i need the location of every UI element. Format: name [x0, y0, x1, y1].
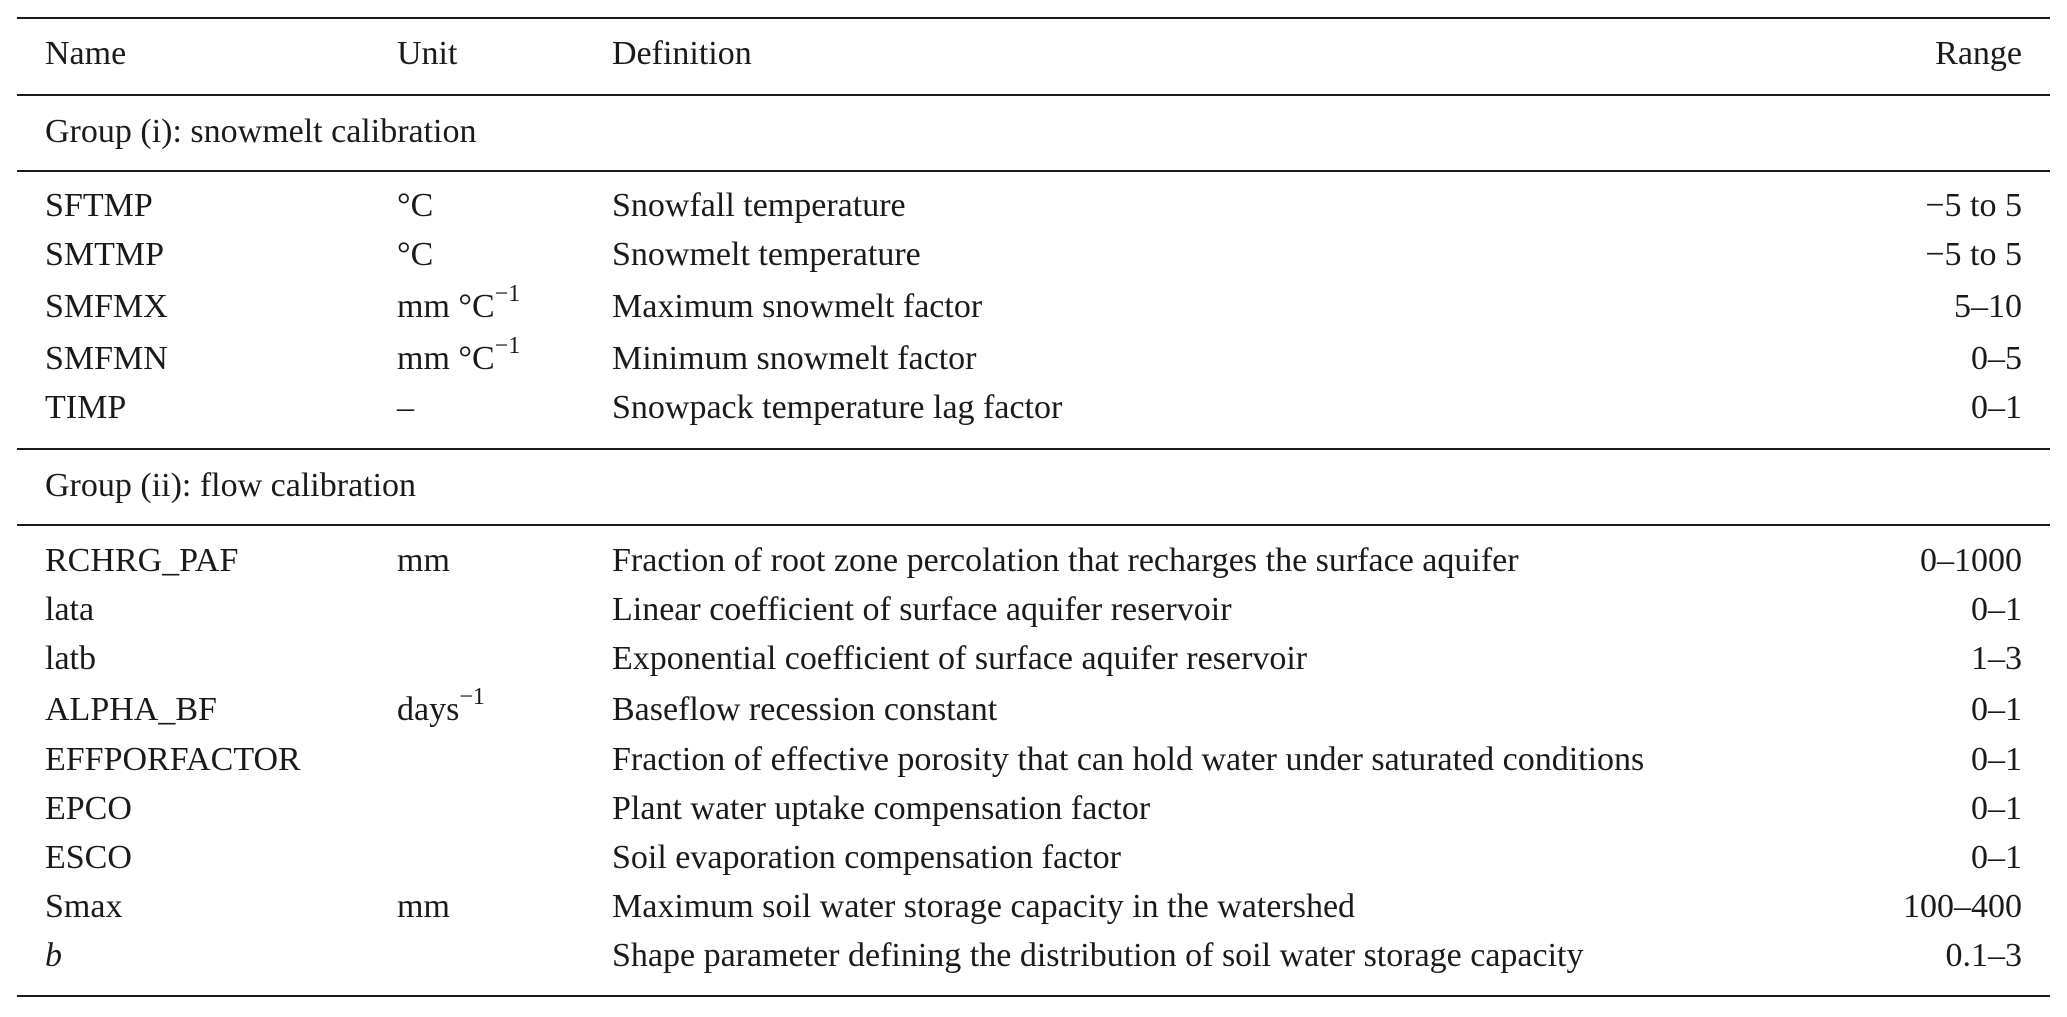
header-rule [17, 94, 2050, 96]
param-range: 0–1 [1971, 790, 2022, 827]
param-name: EPCO [45, 790, 132, 827]
bottom-rule [17, 995, 2050, 997]
param-definition: Linear coefficient of surface aquifer reservoir [612, 591, 1232, 628]
param-definition: Snowpack temperature lag factor [612, 389, 1063, 426]
table-row [17, 882, 2050, 932]
param-definition: Maximum snowmelt factor [612, 288, 983, 325]
param-definition: Fraction of root zone percolation that recharges the surface aquifer [612, 542, 1519, 579]
table-row [17, 833, 2050, 883]
param-range: −5 to 5 [1925, 187, 2022, 224]
table-row [17, 634, 2050, 684]
group-2-top-rule [17, 448, 2050, 450]
param-name: TIMP [45, 389, 127, 426]
param-unit: – [397, 389, 414, 426]
group-2-rule [17, 524, 2050, 526]
table-row [17, 735, 2050, 785]
param-name: Smax [45, 888, 123, 925]
top-rule [17, 17, 2050, 19]
table-row [17, 685, 2050, 735]
group-label: Group (ii): flow calibration [45, 467, 417, 504]
param-definition: Soil evaporation compensation factor [612, 839, 1121, 876]
param-range: 0–1 [1971, 591, 2022, 628]
param-definition: Maximum soil water storage capacity in the watershed [612, 888, 1356, 925]
param-unit: mm [397, 542, 450, 579]
header-row [17, 29, 2050, 79]
table-row [17, 181, 2050, 231]
param-range: 0–1 [1971, 741, 2022, 778]
param-name: SMFMN [45, 340, 168, 377]
param-name: lata [45, 591, 95, 628]
param-unit: °C [397, 236, 434, 273]
param-range: 1–3 [1971, 640, 2022, 677]
param-name: EFFPORFACTOR [45, 741, 301, 778]
param-unit: mm $^\circ C^{-1}$ [397, 332, 521, 377]
param-name: RCHRG_PAF [45, 542, 239, 579]
param-unit: days$^{-1}$ [397, 683, 485, 728]
table-row [17, 383, 2050, 433]
table-row [17, 334, 2050, 384]
table-row [17, 536, 2050, 586]
param-definition: Snowmelt temperature [612, 236, 921, 273]
param-unit: mm [397, 888, 450, 925]
param-range: 0–1000 [1920, 542, 2022, 579]
param-range: 0–1 [1971, 691, 2022, 728]
table-row [17, 784, 2050, 834]
param-unit: mm $^\circ C^{-1}$ [397, 280, 521, 325]
param-definition: Minimum snowmelt factor [612, 340, 977, 377]
table-row [17, 931, 2050, 981]
param-definition: Fraction of effective porosity that can hold water under saturated conditions [612, 741, 1645, 778]
param-name: SMFMX [45, 288, 168, 325]
param-range: 0–1 [1971, 839, 2022, 876]
param-range: 0–5 [1971, 340, 2022, 377]
param-name: b [45, 937, 62, 974]
param-name: SMTMP [45, 236, 165, 273]
param-name: ALPHA_BF [45, 691, 217, 728]
param-range: 0.1–3 [1945, 937, 2022, 974]
group-label: Group (i): snowmelt calibration [45, 113, 477, 150]
param-definition: Shape parameter defining the distribution of soil water storage capacity [612, 937, 1584, 974]
param-name: ESCO [45, 839, 132, 876]
header-range: Range [1935, 35, 2022, 72]
param-range: 0–1 [1971, 389, 2022, 426]
param-name: latb [45, 640, 96, 677]
group-label-row [17, 107, 2050, 157]
table-row [17, 282, 2050, 332]
group-label-row [17, 461, 2050, 511]
header-name: Name [45, 35, 127, 72]
header-unit: Unit [397, 35, 458, 72]
param-definition: Snowfall temperature [612, 187, 906, 224]
header-definition: Definition [612, 35, 752, 72]
param-range: 5–10 [1954, 288, 2022, 325]
table-row [17, 230, 2050, 280]
param-definition: Plant water uptake compensation factor [612, 790, 1151, 827]
param-range: −5 to 5 [1925, 236, 2022, 273]
group-1-rule [17, 170, 2050, 172]
param-definition: Baseflow recession constant [612, 691, 998, 728]
table-row [17, 585, 2050, 635]
param-name: SFTMP [45, 187, 153, 224]
param-definition: Exponential coefficient of surface aquifer reservoir [612, 640, 1308, 677]
param-unit: °C [397, 187, 434, 224]
param-range: 100–400 [1903, 888, 2022, 925]
